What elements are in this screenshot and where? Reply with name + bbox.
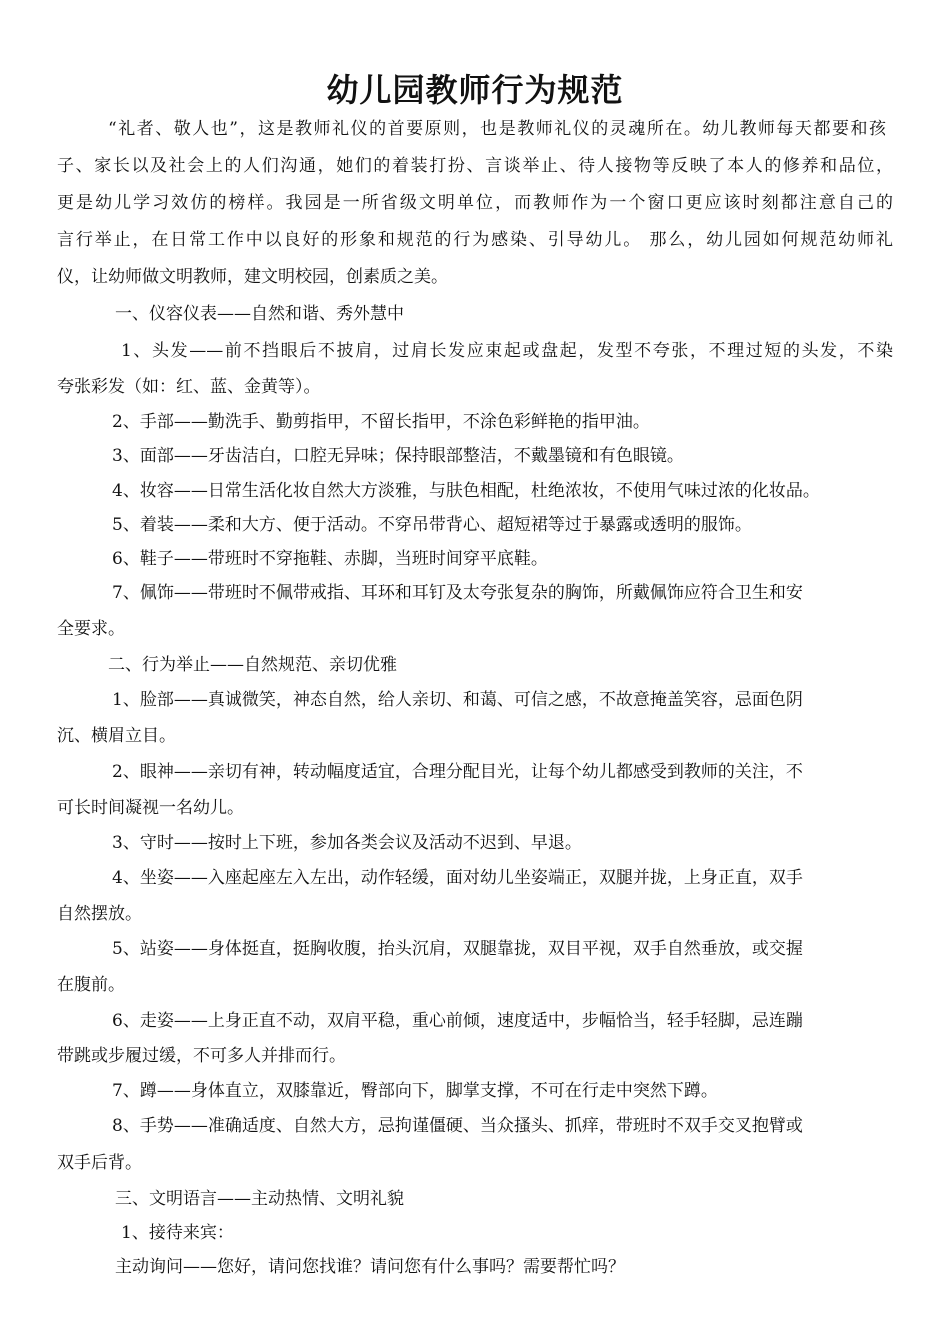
list-item-line: 6、鞋子——带班时不穿拖鞋、赤脚，当班时间穿平底鞋。: [112, 549, 548, 569]
list-item-line: 1、脸部——真诚微笑，神态自然，给人亲切、和蔼、可信之感，不故意掩盖笑容，忌面色阴: [112, 690, 803, 710]
paragraph-line: 言行举止，在日常工作中以良好的形象和规范的行为感染、引导幼儿。 那么，幼儿园如何规范幼师礼: [57, 230, 893, 250]
list-item-line: 全要求。: [57, 619, 125, 639]
list-item-line: 自然摆放。: [57, 904, 142, 924]
list-item-line: 在腹前。: [57, 975, 125, 995]
paragraph-line: 子、家长以及社会上的人们沟通，她们的着装打扮、言谈举止、待人接物等反映了本人的修养和品位，: [57, 156, 893, 176]
list-item-line: 7、蹲——身体直立，双膝靠近，臀部向下，脚掌支撑，不可在行走中突然下蹲。: [112, 1081, 718, 1101]
list-item-line: 夸张彩发（如：红、蓝、金黄等）。: [57, 377, 321, 397]
list-item-line: 4、妆容——日常生活化妆自然大方淡雅，与肤色相配，杜绝浓妆，不使用气味过浓的化妆品。: [112, 481, 820, 501]
list-item-line: 可长时间凝视一名幼儿。: [57, 798, 244, 818]
list-item-line: 4、坐姿——入座起座左入左出，动作轻缓，面对幼儿坐姿端正，双腿并拢，上身正直，双手: [112, 868, 803, 888]
section-heading: 一、仪容仪表——自然和谐、秀外慧中: [115, 304, 404, 324]
list-item-line: 1、接待来宾：: [121, 1223, 234, 1243]
list-item-line: 带跳或步履过缓，不可多人并排而行。: [57, 1046, 346, 1066]
list-item-line: 沉、横眉立目。: [57, 726, 176, 746]
list-item-line: 7、佩饰——带班时不佩带戒指、耳环和耳钉及太夸张复杂的胸饰，所戴佩饰应符合卫生和安: [112, 583, 803, 603]
list-item-line: 主动询问——您好，请问您找谁？请问您有什么事吗？需要帮忙吗？: [115, 1257, 625, 1277]
list-item-line: 双手后背。: [57, 1153, 142, 1173]
list-item-line: 8、手势——准确适度、自然大方，忌拘谨僵硬、当众搔头、抓痒，带班时不双手交叉抱臂或: [112, 1116, 803, 1136]
list-item-line: 6、走姿——上身正直不动，双肩平稳，重心前倾，速度适中，步幅恰当，轻手轻脚，忌连蹦: [112, 1011, 803, 1031]
list-item-line: 5、站姿——身体挺直，挺胸收腹，抬头沉肩，双腿靠拢，双目平视，双手自然垂放，或交握: [112, 939, 803, 959]
paragraph-line: 更是幼儿学习效仿的榜样。我园是一所省级文明单位，而教师作为一个窗口更应该时刻都注意自己的: [57, 193, 893, 213]
paragraph-line: 仪，让幼师做文明教师，建文明校园，创素质之美。: [57, 267, 448, 287]
list-item-line: 3、面部——牙齿洁白，口腔无异味；保持眼部整洁，不戴墨镜和有色眼镜。: [112, 446, 684, 466]
document-title: 幼儿园教师行为规范: [326, 71, 624, 109]
list-item-line: 5、着装——柔和大方、便于活动。不穿吊带背心、超短裙等过于暴露或透明的服饰。: [112, 515, 752, 535]
paragraph-line: “礼者、敬人也”，这是教师礼仪的首要原则，也是教师礼仪的灵魂所在。幼儿教师每天都要和孩: [108, 119, 886, 139]
list-item-line: 2、手部——勤洗手、勤剪指甲，不留长指甲，不涂色彩鲜艳的指甲油。: [112, 412, 650, 432]
section-heading: 三、文明语言——主动热情、文明礼貌: [115, 1189, 404, 1209]
list-item-line: 1、头发——前不挡眼后不披肩，过肩长发应束起或盘起，发型不夸张，不理过短的头发，不染: [121, 341, 893, 361]
list-item-line: 2、眼神——亲切有神，转动幅度适宜，合理分配目光，让每个幼儿都感受到教师的关注，不: [112, 762, 803, 782]
section-heading: 二、行为举止——自然规范、亲切优雅: [108, 655, 397, 675]
list-item-line: 3、守时——按时上下班，参加各类会议及活动不迟到、早退。: [112, 833, 582, 853]
